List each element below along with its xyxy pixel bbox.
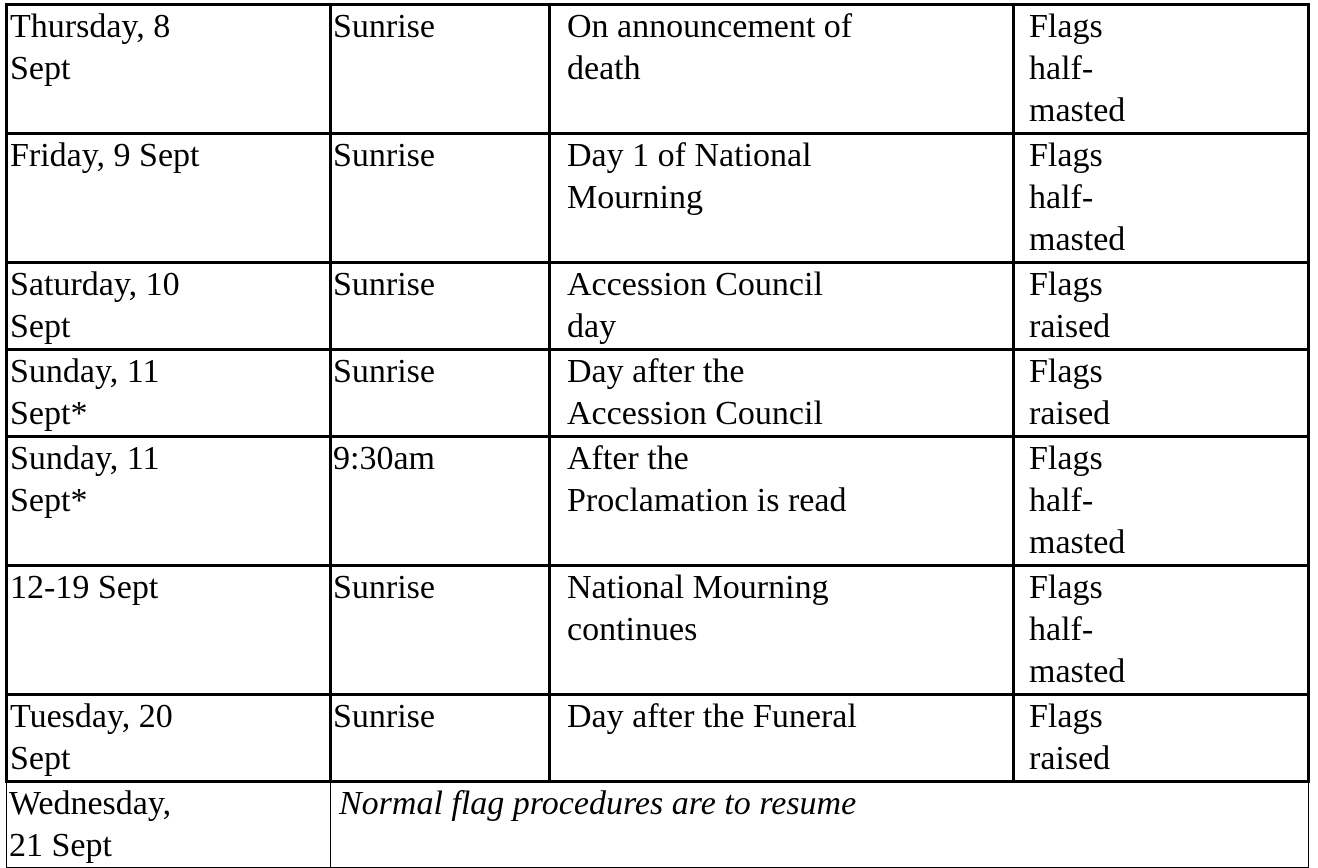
date-cell bbox=[7, 566, 331, 695]
action-cell bbox=[1014, 437, 1309, 566]
date-cell bbox=[7, 350, 331, 437]
time-text: Sunrise bbox=[333, 569, 435, 606]
event-line: Accession Council bbox=[567, 266, 823, 303]
action-line: Flags bbox=[1029, 440, 1103, 477]
event-cell bbox=[550, 263, 1014, 350]
date-cell bbox=[7, 695, 331, 782]
event-line: Proclamation is read bbox=[567, 482, 847, 519]
time-text: Sunrise bbox=[333, 698, 435, 735]
time-text: Sunrise bbox=[333, 137, 435, 174]
event-line: death bbox=[567, 50, 641, 87]
action-line: Flags bbox=[1029, 569, 1103, 606]
action-line: masted bbox=[1029, 653, 1126, 690]
date-cell bbox=[7, 782, 331, 868]
event-line: Day 1 of National bbox=[567, 137, 812, 174]
action-line: half- bbox=[1029, 482, 1094, 519]
date-line: Tuesday, 20 bbox=[10, 698, 173, 735]
event-cell bbox=[550, 134, 1014, 263]
event-line: Day after the Funeral bbox=[567, 698, 857, 735]
resume-note: Normal flag procedures are to resume bbox=[339, 785, 857, 822]
action-line: raised bbox=[1029, 740, 1111, 777]
flag-schedule-table bbox=[5, 3, 1310, 868]
action-line: Flags bbox=[1029, 137, 1103, 174]
time-cell bbox=[331, 695, 550, 782]
table-row bbox=[7, 350, 1309, 437]
action-line: masted bbox=[1029, 524, 1126, 561]
date-line: Sunday, 11 bbox=[10, 353, 160, 390]
action-line: masted bbox=[1029, 221, 1126, 258]
date-line: Saturday, 10 bbox=[10, 266, 180, 303]
action-line: raised bbox=[1029, 308, 1111, 345]
date-line: Sept bbox=[10, 50, 71, 87]
time-cell bbox=[331, 5, 550, 134]
event-line: Mourning bbox=[567, 179, 703, 216]
date-cell bbox=[7, 263, 331, 350]
date-line: 12-19 Sept bbox=[10, 569, 159, 606]
time-cell bbox=[331, 350, 550, 437]
action-line: half- bbox=[1029, 611, 1094, 648]
table-row bbox=[7, 134, 1309, 263]
action-line: raised bbox=[1029, 395, 1111, 432]
table-row bbox=[7, 437, 1309, 566]
date-cell bbox=[7, 437, 331, 566]
time-cell bbox=[331, 566, 550, 695]
action-line: Flags bbox=[1029, 266, 1103, 303]
time-text: Sunrise bbox=[333, 353, 435, 390]
time-text: Sunrise bbox=[333, 266, 435, 303]
action-cell bbox=[1014, 263, 1309, 350]
event-line: National Mourning bbox=[567, 569, 829, 606]
date-line: 21 Sept bbox=[9, 827, 112, 864]
table-row bbox=[7, 5, 1309, 134]
event-line: Accession Council bbox=[567, 395, 823, 432]
table-row-final bbox=[7, 782, 1309, 868]
action-line: half- bbox=[1029, 179, 1094, 216]
time-text: Sunrise bbox=[333, 8, 435, 45]
date-line: Friday, 9 Sept bbox=[10, 137, 200, 174]
time-text: 9:30am bbox=[333, 440, 435, 477]
time-cell bbox=[331, 134, 550, 263]
action-cell bbox=[1014, 134, 1309, 263]
table-row bbox=[7, 566, 1309, 695]
date-cell bbox=[7, 5, 331, 134]
table-row bbox=[7, 695, 1309, 782]
event-line: After the bbox=[567, 440, 689, 477]
event-cell bbox=[550, 695, 1014, 782]
resume-note-cell bbox=[331, 782, 1309, 868]
date-line: Sept* bbox=[10, 395, 88, 432]
event-cell bbox=[550, 437, 1014, 566]
event-line: day bbox=[567, 308, 617, 345]
action-cell bbox=[1014, 350, 1309, 437]
time-cell bbox=[331, 437, 550, 566]
date-line: Thursday, 8 bbox=[10, 8, 171, 45]
action-line: Flags bbox=[1029, 8, 1103, 45]
event-cell bbox=[550, 566, 1014, 695]
table-row bbox=[7, 263, 1309, 350]
action-line: masted bbox=[1029, 92, 1126, 129]
date-line: Sept* bbox=[10, 482, 88, 519]
action-cell bbox=[1014, 5, 1309, 134]
action-cell bbox=[1014, 566, 1309, 695]
event-cell bbox=[550, 5, 1014, 134]
date-cell bbox=[7, 134, 331, 263]
action-cell bbox=[1014, 695, 1309, 782]
time-cell bbox=[331, 263, 550, 350]
date-line: Wednesday, bbox=[9, 785, 172, 822]
event-line: continues bbox=[567, 611, 698, 648]
action-line: Flags bbox=[1029, 698, 1103, 735]
date-line: Sept bbox=[10, 740, 71, 777]
event-line: On announcement of bbox=[567, 8, 853, 45]
event-cell bbox=[550, 350, 1014, 437]
date-line: Sunday, 11 bbox=[10, 440, 160, 477]
date-line: Sept bbox=[10, 308, 71, 345]
event-line: Day after the bbox=[567, 353, 745, 390]
action-line: Flags bbox=[1029, 353, 1103, 390]
action-line: half- bbox=[1029, 50, 1094, 87]
